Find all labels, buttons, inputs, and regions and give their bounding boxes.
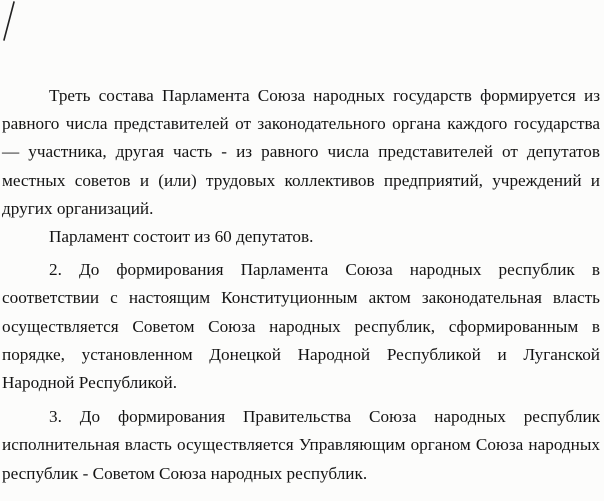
paragraph-item-3-executive-power: 3. До формирования Правительства Союза народных республик исполнительная власть осуществляется Управляющим органом Союза народных республик - Советом Союза народных республик. (2, 407, 600, 483)
paragraph-deputies-count: Парламент состоит из 60 депутатов. (49, 227, 314, 247)
pen-stroke-mark (0, 0, 20, 44)
document-body (2, 82, 600, 488)
paragraph-item-2-legislative-power: 2. До формирования Парламента Союза народных республик в соответствии с настоящим Конституционным актом законодательная власть осуществляется Советом Союза народных республик, сформированным в порядке, установленном Донецкой Народной Республикой и Луганской Народной Республикой. (2, 260, 600, 393)
paragraph-parliament-composition: Треть состава Парламента Союза народных государств формируется из равного числа представителей от законодательного органа каждого государства — участника, другая часть - из равного числа представителей от депутатов местных советов и (или) трудовых коллективов предприятий, учреждений и других организаций. (2, 86, 600, 218)
